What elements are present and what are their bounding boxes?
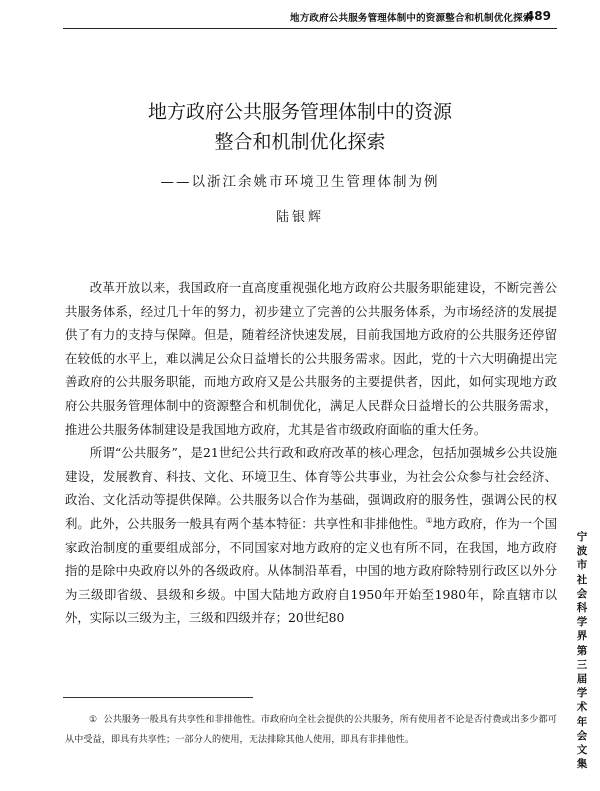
article-title <box>0 97 600 157</box>
paragraph-2-part-1: 所谓“公共服务”，是21世纪公共行政和政府改革的核心理念，包括加强城乡公共设施建设，发展教育、科技、文化、环境卫生、体育等公共事业，为社会公众参与社会经济、政治、文化活动等提供保障。公共服务以合作为基础，强调政府的服务性，强调公民的权利。此外，公共服务一般具有两个基本特征：共享性和非排他性。 <box>65 445 557 531</box>
sidebar-collection-title: 宁波市社会科学界第三届学术年会文集 <box>576 531 588 771</box>
paragraph-2-part-2: 地方政府，作为一个国家政治制度的重要组成部分，不同国家对地方政府的定义也有所不同，在我国，地方政府指的是除中央政府以外的各级政府。从体制沿革看，中国的地方政府除特别行政区以外分为三级即省级、县级和乡级。中国大陆地方政府自1950年开始至1980年，除直辖市以外，实际以三级为主，三级和四级并存；20世纪80 <box>65 515 558 626</box>
footnote-marker: ① <box>89 714 98 725</box>
footnote-reference[interactable]: ① <box>425 515 433 525</box>
footnote-rule <box>63 697 253 698</box>
title-line-1: 地方政府公共服务管理体制中的资源 <box>147 101 452 123</box>
article-author: 陆银辉 <box>275 210 324 225</box>
footnote <box>65 710 557 750</box>
article-body <box>65 276 557 630</box>
footnote-text: 公共服务一般具有共享性和非排他性。市政府向全社会提供的公共服务，所有使用者不论是否付费或出多少都可从中受益，即具有共享性；一部分人的使用，无法排除其他人使用，即具有非排他性。 <box>65 714 557 745</box>
header-rule <box>63 28 557 29</box>
running-title: 地方政府公共服务管理体制中的资源整合和机制优化探索 <box>290 13 533 24</box>
running-header <box>0 10 600 26</box>
page-number: 489 <box>525 9 551 23</box>
article-subtitle: ——以浙江余姚市环境卫生管理体制为例 <box>160 174 440 190</box>
paragraph-1: 改革开放以来，我国政府一直高度重视强化地方政府公共服务职能建设，不断完善公共服务体系，经过几十年的努力，初步建立了完善的公共服务体系，为市场经济的发展提供了有力的支持与保障。但是，随着经济快速发展，目前我国地方政府的公共服务还停留在较低的水平上，难以满足公众日益增长的公共服务需求。因此，党的十六大明确提出完善政府的公共服务职能，而地方政府又是公共服务的主要提供者，因此，如何实现地方政府公共服务管理体制中的资源整合和机制优化，满足人民群众日益增长的公共服务需求，推进公共服务体制建设是我国地方政府，尤其是省市级政府面临的重大任务。 <box>65 280 557 437</box>
paragraph-2 <box>65 441 557 630</box>
title-line-2: 整合和机制优化探索 <box>214 131 386 153</box>
